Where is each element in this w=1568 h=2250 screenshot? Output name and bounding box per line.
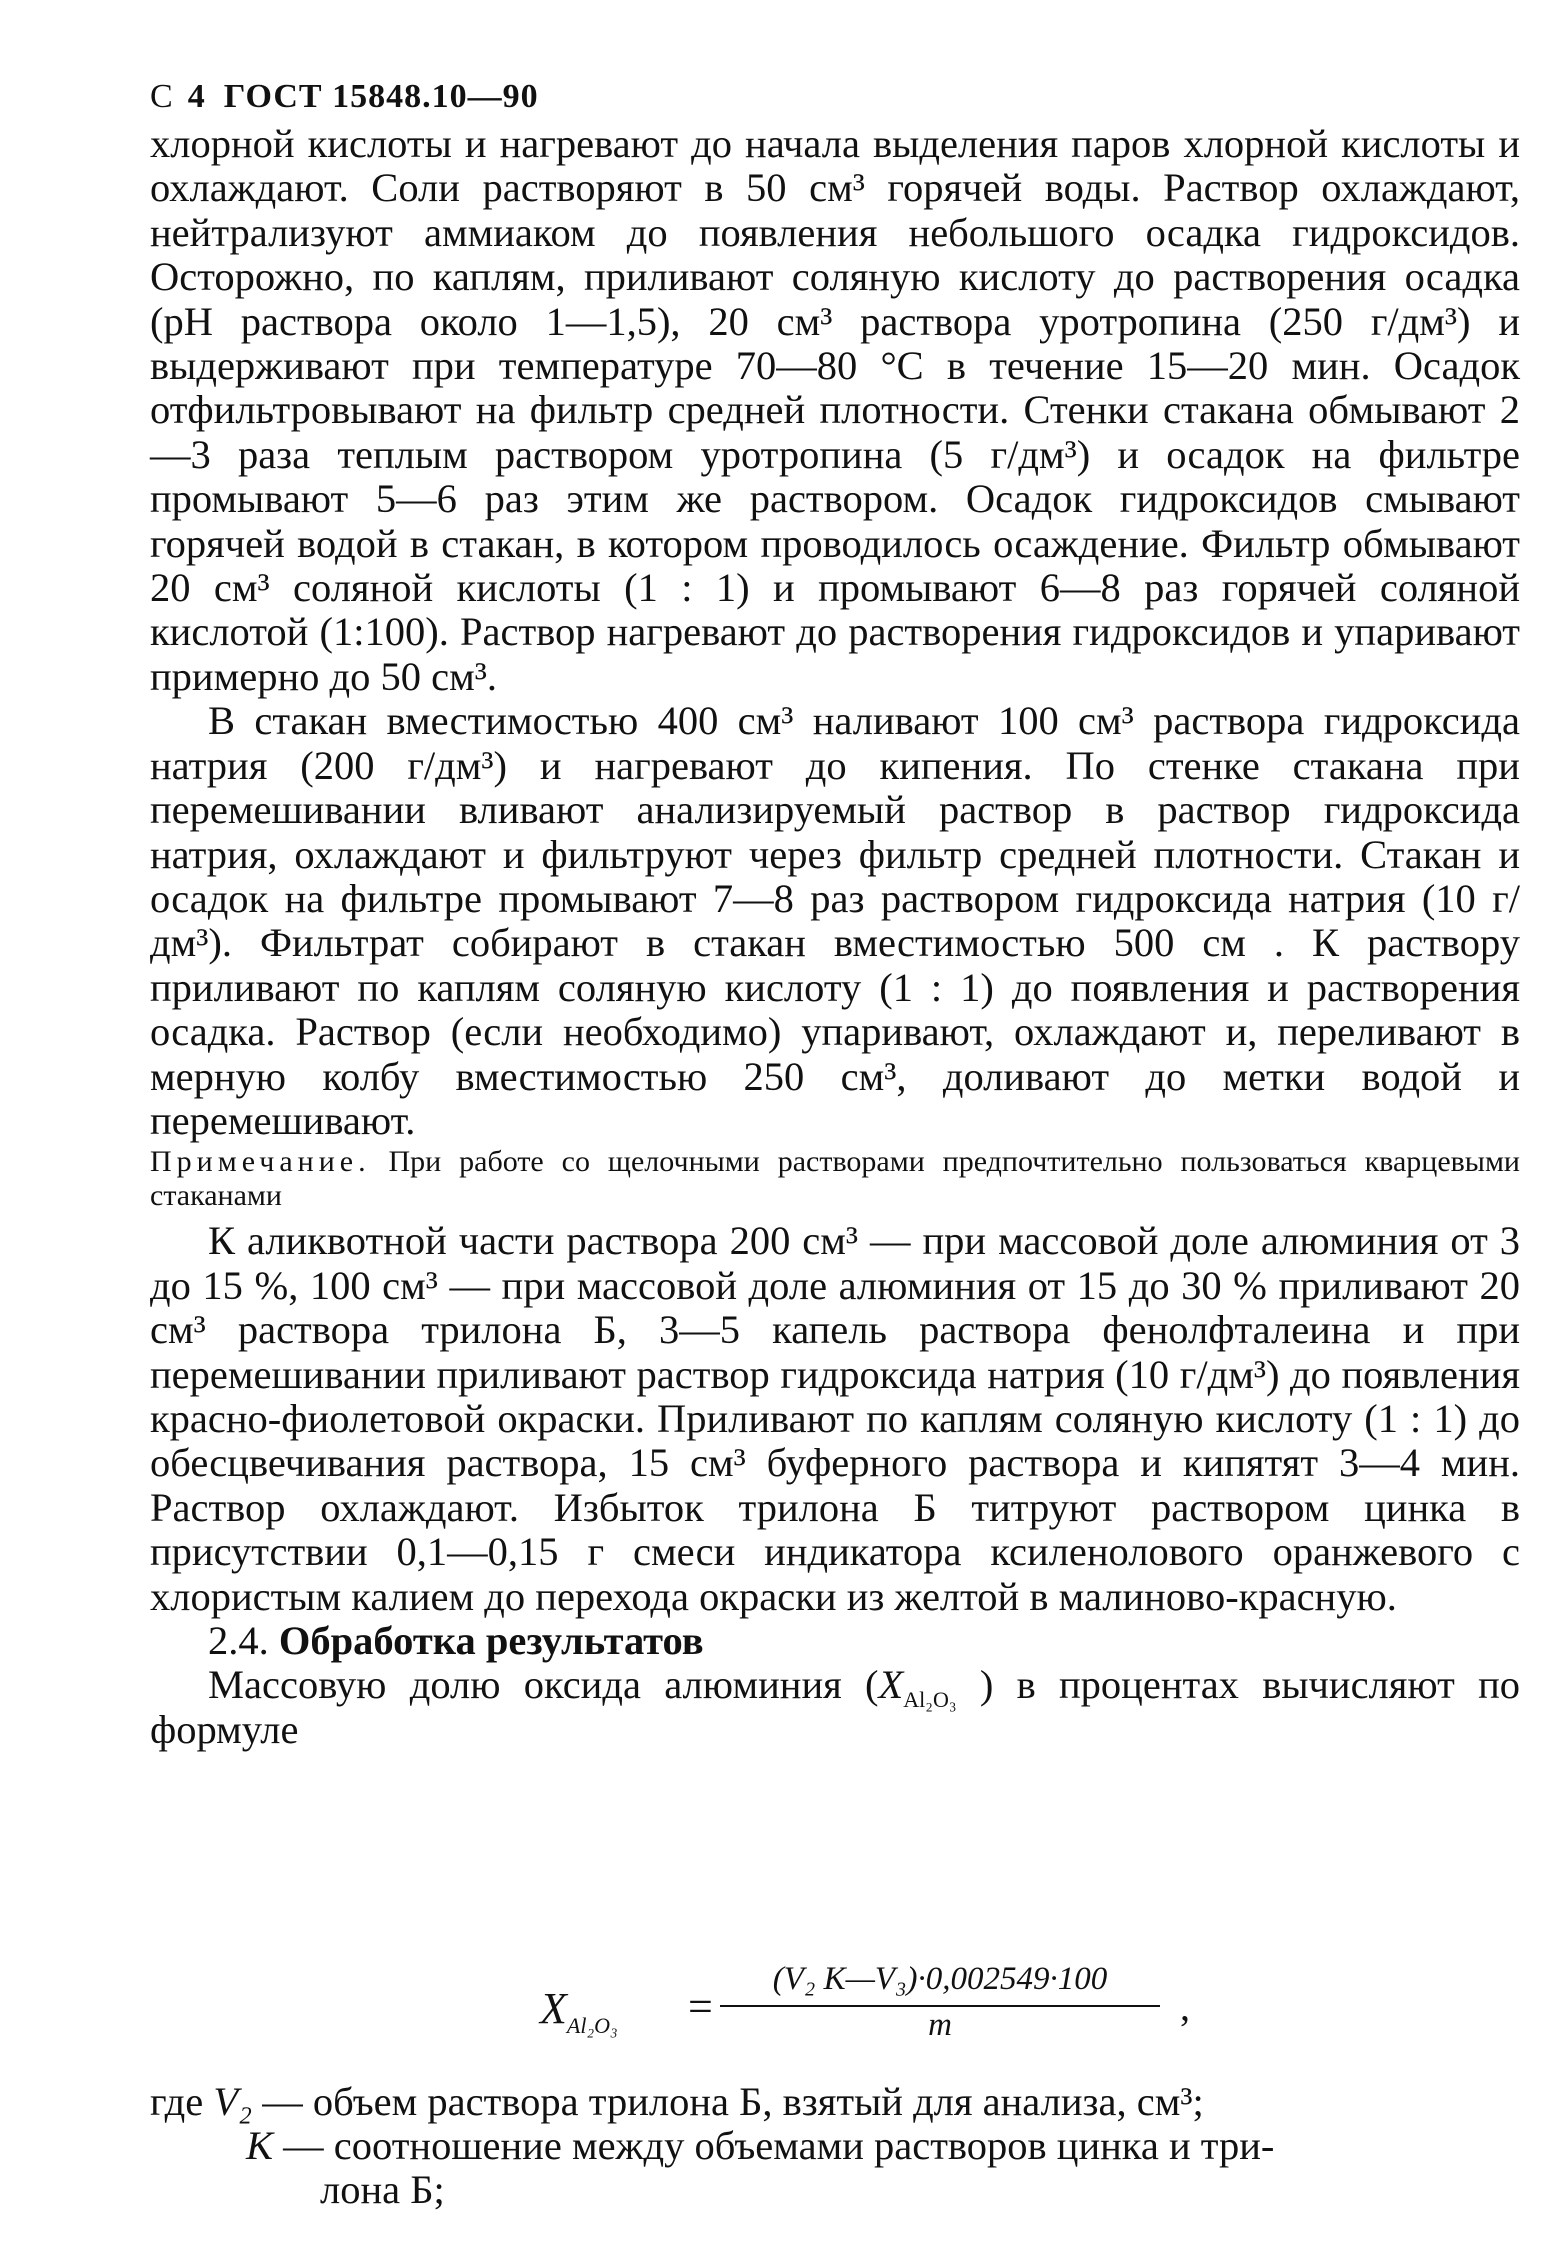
paragraph-2: В стакан вместимостью 400 см³ наливают 100 см³ раствора гидроксида натрия (200 г/дм³) и нагревают до кипения. По стенке стакана при перемешивании вливают анализируемый раствор в раствор гидроксида натрия, охлаждают и фильтруют через фильтр средней плотности. Стакан и осадок на фильтре промывают 7—8 раз раствором гидроксида натрия (10 г/дм³). Фильтрат собирают в стакан вместимостью 500 см . К раствору приливают по каплям соляную кислоту (1 : 1) до появления и растворения осадка. Раствор (если необходимо) упаривают, охлаждают и, переливают в мерную колбу вместимостью 250 см³, доливают до метки водой и перемешивают. (150, 698, 1520, 1143)
definitions (150, 2080, 1520, 2212)
definition-k-continued: лона Б; (320, 2167, 445, 2212)
body-text (150, 122, 1520, 1752)
paragraph-1: хлорной кислоты и нагревают до начала выделения паров хлорной кислоты и охлаждают. Соли растворяют в 50 см³ горячей воды. Раствор охлаждают, нейтрализуют аммиаком до появления небольшого осадка гидроксидов. Осторожно, по каплям, приливают соляную кислоту до растворения осадка (pH раствора около 1—1,5), 20 см³ раствора уротропина (250 г/дм³) и выдерживают при температуре 70—80 °С в течение 15—20 мин. Осадок отфильтровывают на фильтр средней плотности. Стенки стакана обмывают 2—3 раза теплым раствором уротропина (5 г/дм³) и осадок на фильтре промывают 5—6 раз этим же раствором. Осадок гидроксидов смывают горячей водой в стакан, в котором проводилось осаждение. Фильтр обмывают 20 см³ соляной кислоты (1 : 1) и промывают 6—8 раз горячей соляной кислотой (1:100). Раствор нагревают до растворения гидроксидов и упаривают примерно до 50 см³. (150, 121, 1520, 699)
definition-k (150, 2124, 1520, 2168)
formula-comma: , (1180, 1984, 1190, 2029)
formula-equals: = (688, 1982, 713, 2031)
page-header (150, 78, 539, 116)
p4-symbol: X (878, 1662, 904, 1708)
formula-lhs-sub: Al₂O₃ (566, 2012, 618, 2038)
p4-text-a: Массовую долю оксида алюминия ( (208, 1662, 879, 1708)
formula-lhs-symbol: X (540, 1984, 567, 2033)
paragraph-4 (150, 1663, 1520, 1752)
note-text: При работе со щелочными растворами предпочтительно пользоваться кварцевыми стаканами (150, 1145, 1520, 1213)
formula-lhs (540, 1983, 618, 2038)
note (150, 1145, 1520, 1213)
paragraph-3: К аликвотной части раствора 200 см³ — при массовой доле алюминия от 3 до 15 %, 100 см³ — при массовой доле алюминия от 15 до 30 % приливают 20 см³ раствора трилона Б, 3—5 капель раствора фенолфталеина и при перемешивании приливают раствор гидроксида натрия (10 г/дм³) до появления красно-фиолетовой окраски. Приливают по каплям соляную кислоту (1 : 1) до обесцвечивания раствора, 15 см³ буферного раствора и кипятят 3—4 мин. Раствор охлаждают. Избыток трилона Б титруют раствором цинка в присутствии 0,1—0,15 г смеси индикатора ксиленолового оранжевого с хлористым калием до перехода окраски из желтой в малиново-красную. (150, 1218, 1520, 1619)
standard-number: ГОСТ 15848.10—90 (223, 78, 539, 115)
formula-denominator: m (928, 2007, 952, 2043)
p4-text-b: ) в процентах вычисляют по формуле (150, 1662, 1521, 1752)
definition-v2 (150, 2080, 1520, 2124)
k-symbol: K (246, 2123, 274, 2168)
section-number: 2.4. (208, 1618, 269, 1663)
v2-symbol: V₂ (213, 2079, 253, 2124)
header-letter: С (150, 78, 174, 115)
section-heading (150, 1619, 1520, 1663)
note-label: Примечание. (150, 1145, 371, 1179)
section-title: Обработка результатов (278, 1618, 704, 1663)
formula-numerator: (V₂ K—V₃)·0,002549·100 (772, 1961, 1108, 1997)
v2-text: — объем раствора трилона Б, взятый для анализа, см³; (262, 2079, 1204, 2124)
p4-symbol-sub: Al₂O₃ (903, 1687, 957, 1713)
page-number: 4 (187, 78, 206, 115)
where-word: где (150, 2079, 204, 2124)
k-text: — соотношение между объемами растворов цинка и три- (283, 2123, 1275, 2168)
formula (540, 1961, 1240, 2055)
